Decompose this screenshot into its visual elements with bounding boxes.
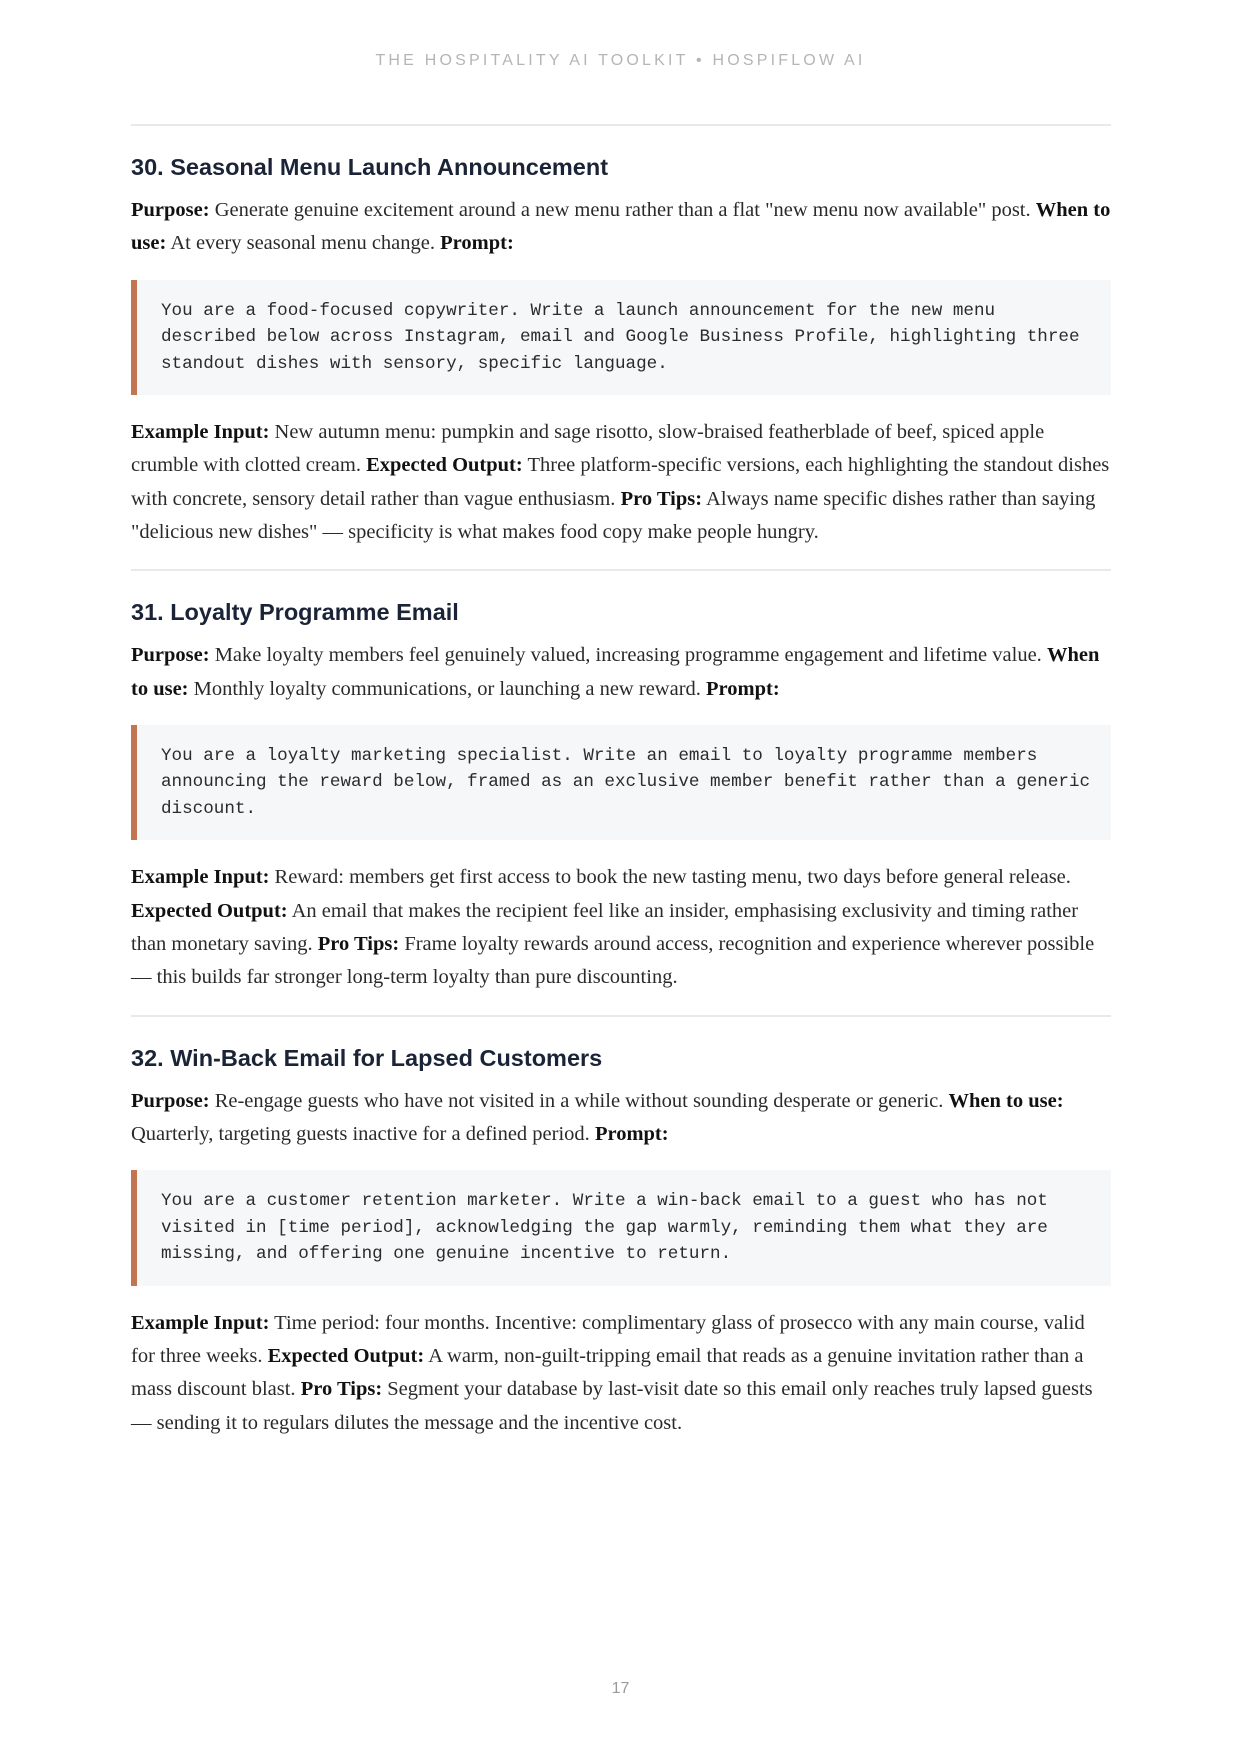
prompt-text: You are a customer retention marketer. Write a win-back email to a guest who has not visited in [time period], acknowledging the gap warmly, reminding them what they are missing, and offering one genuine incentive to return. bbox=[161, 1191, 1059, 1265]
prompt-label: Prompt: bbox=[594, 1122, 669, 1145]
example-input-label: Example Input: bbox=[131, 1311, 270, 1334]
when-to-use-text: Quarterly, targeting guests inactive for a defined period. bbox=[131, 1122, 590, 1145]
when-to-use-text: At every seasonal menu change. bbox=[170, 232, 436, 255]
purpose-text: Re-engage guests who have not visited in a while without sounding desperate or generic. bbox=[214, 1089, 944, 1112]
when-to-use-label: When to use: bbox=[131, 199, 1111, 255]
section-title: 31. Loyalty Programme Email bbox=[131, 599, 459, 626]
prompt-section-32 bbox=[131, 1015, 1111, 1460]
expected-output-text: Three platform-specific versions, each highlighting the standout dishes with concrete, sensory detail rather than vague enthusiasm. bbox=[131, 454, 1110, 510]
example-paragraph bbox=[131, 861, 1111, 994]
expected-output-text: A warm, non-guilt-tripping email that reads as a genuine invitation rather than a mass discount blast. bbox=[131, 1344, 1084, 1401]
prompt-code-block bbox=[131, 725, 1111, 841]
pro-tips-label: Pro Tips: bbox=[317, 932, 400, 955]
purpose-paragraph bbox=[131, 639, 1111, 706]
purpose-label: Purpose: bbox=[131, 1089, 210, 1112]
running-header: THE HOSPITALITY AI TOOLKIT • HOSPIFLOW AI bbox=[375, 52, 866, 69]
example-input-text: New autumn menu: pumpkin and sage risotto, slow-braised featherblade of beef, spiced apple crumble with clotted cream. bbox=[131, 421, 1045, 477]
section-title: 30. Seasonal Menu Launch Announcement bbox=[131, 154, 609, 180]
pro-tips-label: Pro Tips: bbox=[300, 1378, 383, 1401]
section-title: 32. Win-Back Email for Lapsed Customers bbox=[131, 1044, 603, 1071]
purpose-label: Purpose: bbox=[131, 199, 210, 221]
expected-output-text: An email that makes the recipient feel like an insider, emphasising exclusivity and timing rather than monetary saving. bbox=[131, 899, 1079, 955]
example-paragraph bbox=[131, 1307, 1111, 1440]
when-to-use-label: When to use: bbox=[131, 644, 1100, 700]
purpose-paragraph bbox=[131, 1085, 1111, 1152]
prompt-label: Prompt: bbox=[440, 232, 514, 255]
purpose-text: Generate genuine excitement around a new menu rather than a flat "new menu now available" post. bbox=[214, 199, 1031, 221]
example-input-text: Time period: four months. Incentive: complimentary glass of prosecco with any main course, valid for three weeks. bbox=[131, 1311, 1085, 1367]
when-to-use-text: Monthly loyalty communications, or launching a new reward. bbox=[193, 677, 701, 700]
example-input-label: Example Input: bbox=[131, 866, 270, 889]
expected-output-label: Expected Output: bbox=[366, 454, 523, 477]
page-content bbox=[131, 124, 1111, 1460]
prompt-code-block bbox=[131, 280, 1111, 396]
example-input-text: Reward: members get first access to book the new tasting menu, two days before general release. bbox=[274, 866, 1071, 889]
prompt-section-30 bbox=[131, 124, 1111, 569]
pro-tips-label: Pro Tips: bbox=[620, 487, 703, 510]
purpose-text: Make loyalty members feel genuinely valued, increasing programme engagement and lifetime value. bbox=[214, 644, 1042, 667]
prompt-label: Prompt: bbox=[706, 677, 780, 700]
expected-output-label: Expected Output: bbox=[267, 1344, 425, 1367]
prompt-section-31 bbox=[131, 569, 1111, 1014]
prompt-text: You are a loyalty marketing specialist. Write an email to loyalty programme members announcing the reward below, framed as an exclusive member benefit rather than a generic discount. bbox=[161, 745, 1101, 819]
when-to-use-label: When to use: bbox=[948, 1089, 1064, 1112]
example-input-label: Example Input: bbox=[131, 421, 270, 444]
prompt-code-block bbox=[131, 1170, 1111, 1286]
expected-output-label: Expected Output: bbox=[131, 899, 288, 922]
pro-tips-text: Frame loyalty rewards around access, recognition and experience wherever possible — this builds far stronger long-term loyalty than pure discounting. bbox=[131, 932, 1095, 989]
purpose-label: Purpose: bbox=[131, 644, 210, 667]
pro-tips-text: Always name specific dishes rather than saying "delicious new dishes" — specificity is what makes food copy make people hungry. bbox=[131, 487, 1096, 543]
page-number: 17 bbox=[611, 1680, 630, 1697]
prompt-text: You are a food-focused copywriter. Write a launch announcement for the new menu described below across Instagram, email and Google Business Profile, highlighting three standout dishes with sensory, specific language. bbox=[161, 300, 1091, 374]
pro-tips-text: Segment your database by last-visit date so this email only reaches truly lapsed guests — sending it to regulars dilutes the message and the incentive cost. bbox=[131, 1378, 1093, 1434]
example-paragraph bbox=[131, 416, 1111, 549]
purpose-paragraph bbox=[131, 194, 1111, 261]
